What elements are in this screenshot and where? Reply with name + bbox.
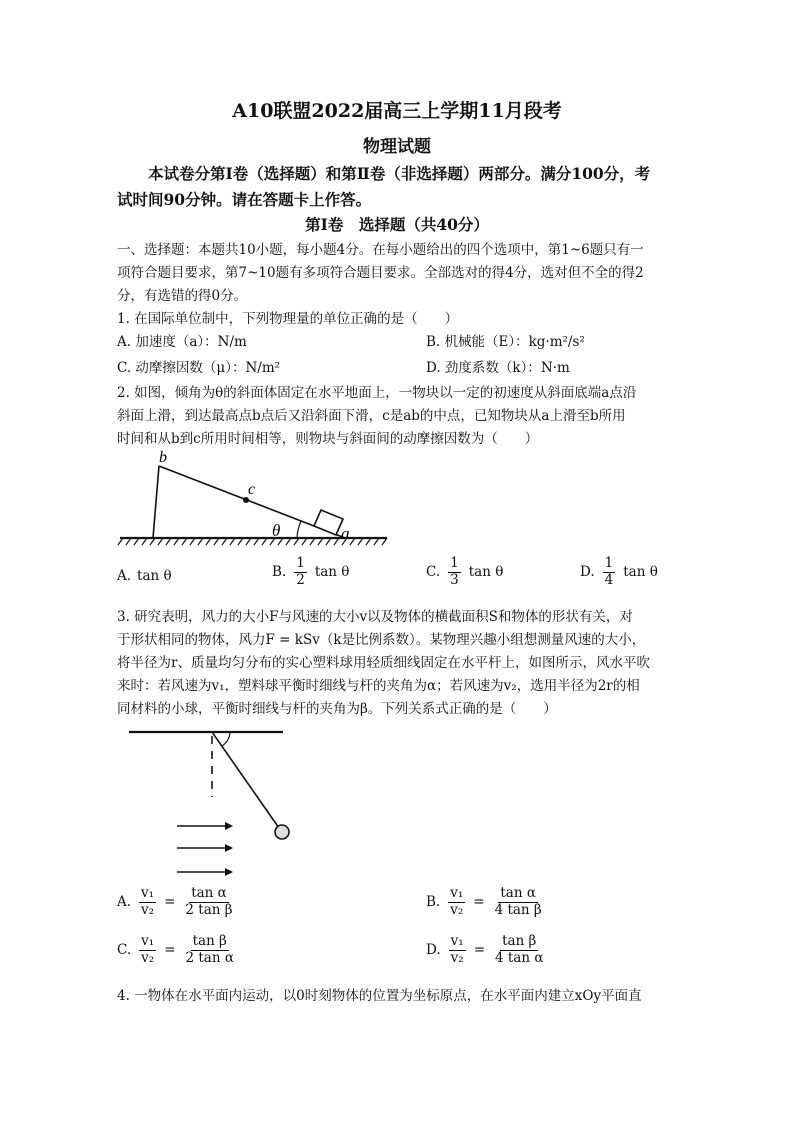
q2-option-b-func: tan θ: [314, 564, 350, 581]
q1-stem: 1. 在国际单位制中，下列物理量的单位正确的是（ ）: [117, 311, 459, 327]
section-title: 第Ⅰ卷 选择题（共40分）: [305, 215, 489, 234]
q2-option-a: [117, 568, 172, 584]
q2-option-d-den: 4: [604, 571, 614, 588]
wind-arrowhead-3: [225, 868, 233, 876]
q2-option-b: [272, 556, 349, 588]
q1-option-c: C. 动摩擦因数（μ）：N/m²: [117, 360, 281, 376]
q2-option-b-num: 1: [296, 555, 305, 571]
q3-stem-line-3: 将半径为r、质量均匀分布的实心塑料球用轻质细线固定在水平杆上，如图所示，风水平吹: [117, 655, 650, 671]
q2-option-c-func: tan θ: [468, 564, 504, 581]
incline-figure: [115, 448, 395, 553]
q2-option-d-label: D.: [580, 564, 595, 581]
page-subtitle: 物理试题: [363, 137, 431, 157]
wind-figure: [125, 722, 295, 882]
label-a: a: [341, 524, 350, 543]
page-title: A10联盟2022届高三上学期11月段考: [232, 100, 562, 122]
q3-option-d-label: D.: [426, 942, 441, 959]
label-c: c: [248, 481, 256, 498]
plastic-ball: [275, 825, 289, 839]
q2-option-a-label: A.: [117, 568, 132, 584]
q2-option-c-den: 3: [450, 571, 459, 588]
instructions-line-3: 分，有选错的得0分。: [117, 288, 248, 304]
label-theta: θ: [272, 521, 281, 540]
block: [314, 510, 343, 535]
q3-option-d-rhs-den: 4 tan α: [495, 949, 544, 966]
wind-arrowhead-1: [225, 822, 233, 830]
q3-stem-line-1: 3. 研究表明，风力的大小F与风速的大小v以及物体的横截面积S和物体的形状有关，对: [117, 609, 633, 625]
q1-option-a: A. 加速度（a）：N/m: [117, 334, 247, 350]
q3-option-d-rhs-num: tan β: [502, 933, 537, 949]
q2-stem-line-3: 时间和从b到c所用时间相等，则物块与斜面间的动摩擦因数为（ ）: [117, 431, 539, 447]
q3-option-b-lhs-num: v₁: [450, 885, 464, 901]
q4-stem-line-1: 4. 一物体在水平面内运动，以0时刻物体的位置为坐标原点，在水平面内建立xOy平面直: [117, 988, 642, 1004]
label-b: b: [159, 449, 167, 466]
q3-option-c-label: C.: [117, 942, 132, 959]
q3-option-b-rhs-den: 4 tan β: [494, 901, 542, 918]
q3-option-a-lhs-num: v₁: [141, 885, 155, 901]
q2-option-a-func: tan θ: [137, 568, 172, 584]
q3-option-c-lhs-num: v₁: [141, 933, 155, 949]
q2-option-b-den: 2: [296, 571, 305, 588]
q3-option-d: D. $\frac{\text{v₁}}{\text{v₂}}$ = $\frac{\text{tan β}}{\text{4 tan α}}$: [426, 933, 544, 966]
q3-stem-line-2: 于形状相同的物体，风力F = kSv（k是比例系数）。某物理兴趣小组想测量风速的大小，: [117, 632, 646, 648]
angle-arc: [222, 732, 230, 746]
q3-option-c-rhs-den: 2 tan α: [185, 949, 234, 966]
q2-option-d: [580, 556, 658, 588]
q2-stem-line-2: 斜面上滑，到达最高点b点后又沿斜面下滑，c是ab的中点，已知物块从a上滑至b所用: [117, 408, 626, 424]
q1-option-b: B. 机械能（E）：kg·m²/s²: [426, 334, 585, 350]
q3-option-d-lhs-num: v₁: [450, 933, 464, 949]
intro-line-1: 本试卷分第Ⅰ卷（选择题）和第Ⅱ卷（非选择题）两部分。满分100分，考: [148, 164, 651, 183]
q3-option-a-rhs-num: tan α: [191, 885, 227, 901]
q3-option-b: B. $\frac{\text{v₁}}{\text{v₂}}$ = $\frac{\text{tan α}}{\text{4 tan β}}$: [426, 885, 542, 918]
incline-vertical-side: [153, 466, 159, 538]
q3-stem-line-4: 来时：若风速为v₁，塑料球平衡时细线与杆的夹角为α；若风速为v₂，选用半径为2r的相: [117, 678, 640, 694]
angle-arc: [297, 521, 301, 538]
q3-option-b-lhs-den: v₂: [450, 901, 464, 918]
q2-option-c-label: C.: [426, 564, 441, 581]
q3-option-b-rhs-num: tan α: [500, 885, 536, 901]
thread: [212, 732, 279, 828]
q3-option-a-label: A.: [117, 894, 132, 911]
q3-option-b-label: B.: [426, 894, 441, 911]
q2-option-d-func: tan θ: [623, 564, 658, 581]
q3-option-a: A. $\frac{\text{v₁}}{\text{v₂}}$ = $\frac{\text{tan α}}{\text{2 tan β}}$: [117, 885, 233, 918]
q3-option-a-lhs-den: v₂: [141, 901, 155, 918]
q3-option-c: C. $\frac{\text{v₁}}{\text{v₂}}$ = $\frac{\text{tan β}}{\text{2 tan α}}$: [117, 933, 234, 966]
q2-option-c: [426, 556, 503, 588]
wind-arrowhead-2: [225, 844, 233, 852]
q3-option-a-rhs-den: 2 tan β: [185, 901, 233, 918]
q2-option-c-num: 1: [450, 555, 459, 571]
q2-option-b-label: B.: [272, 564, 287, 581]
q2-option-d-num: 1: [604, 555, 614, 571]
intro-line-2: 试时间90分钟。请在答题卡上作答。: [117, 190, 372, 209]
q3-stem-line-5: 同材料的小球，平衡时细线与杆的夹角为β。下列关系式正确的是（ ）: [117, 701, 557, 717]
q3-option-c-rhs-num: tan β: [192, 933, 227, 949]
q3-option-d-lhs-den: v₂: [450, 949, 464, 966]
instructions-line-2: 项符合题目要求，第7~10题有多项符合题目要求。全部选对的得4分，选对但不全的得2: [117, 265, 644, 281]
q1-option-d: D. 劲度系数（k）：N·m: [426, 360, 570, 376]
q3-option-c-lhs-den: v₂: [141, 949, 155, 966]
q2-stem-line-1: 2. 如图，倾角为θ的斜面体固定在水平地面上，一物块以一定的初速度从斜面底端a点沿: [117, 385, 637, 401]
instructions-line-1: 一、选择题：本题共10小题，每小题4分。在每小题给出的四个选项中，第1~6题只有一: [117, 242, 644, 258]
